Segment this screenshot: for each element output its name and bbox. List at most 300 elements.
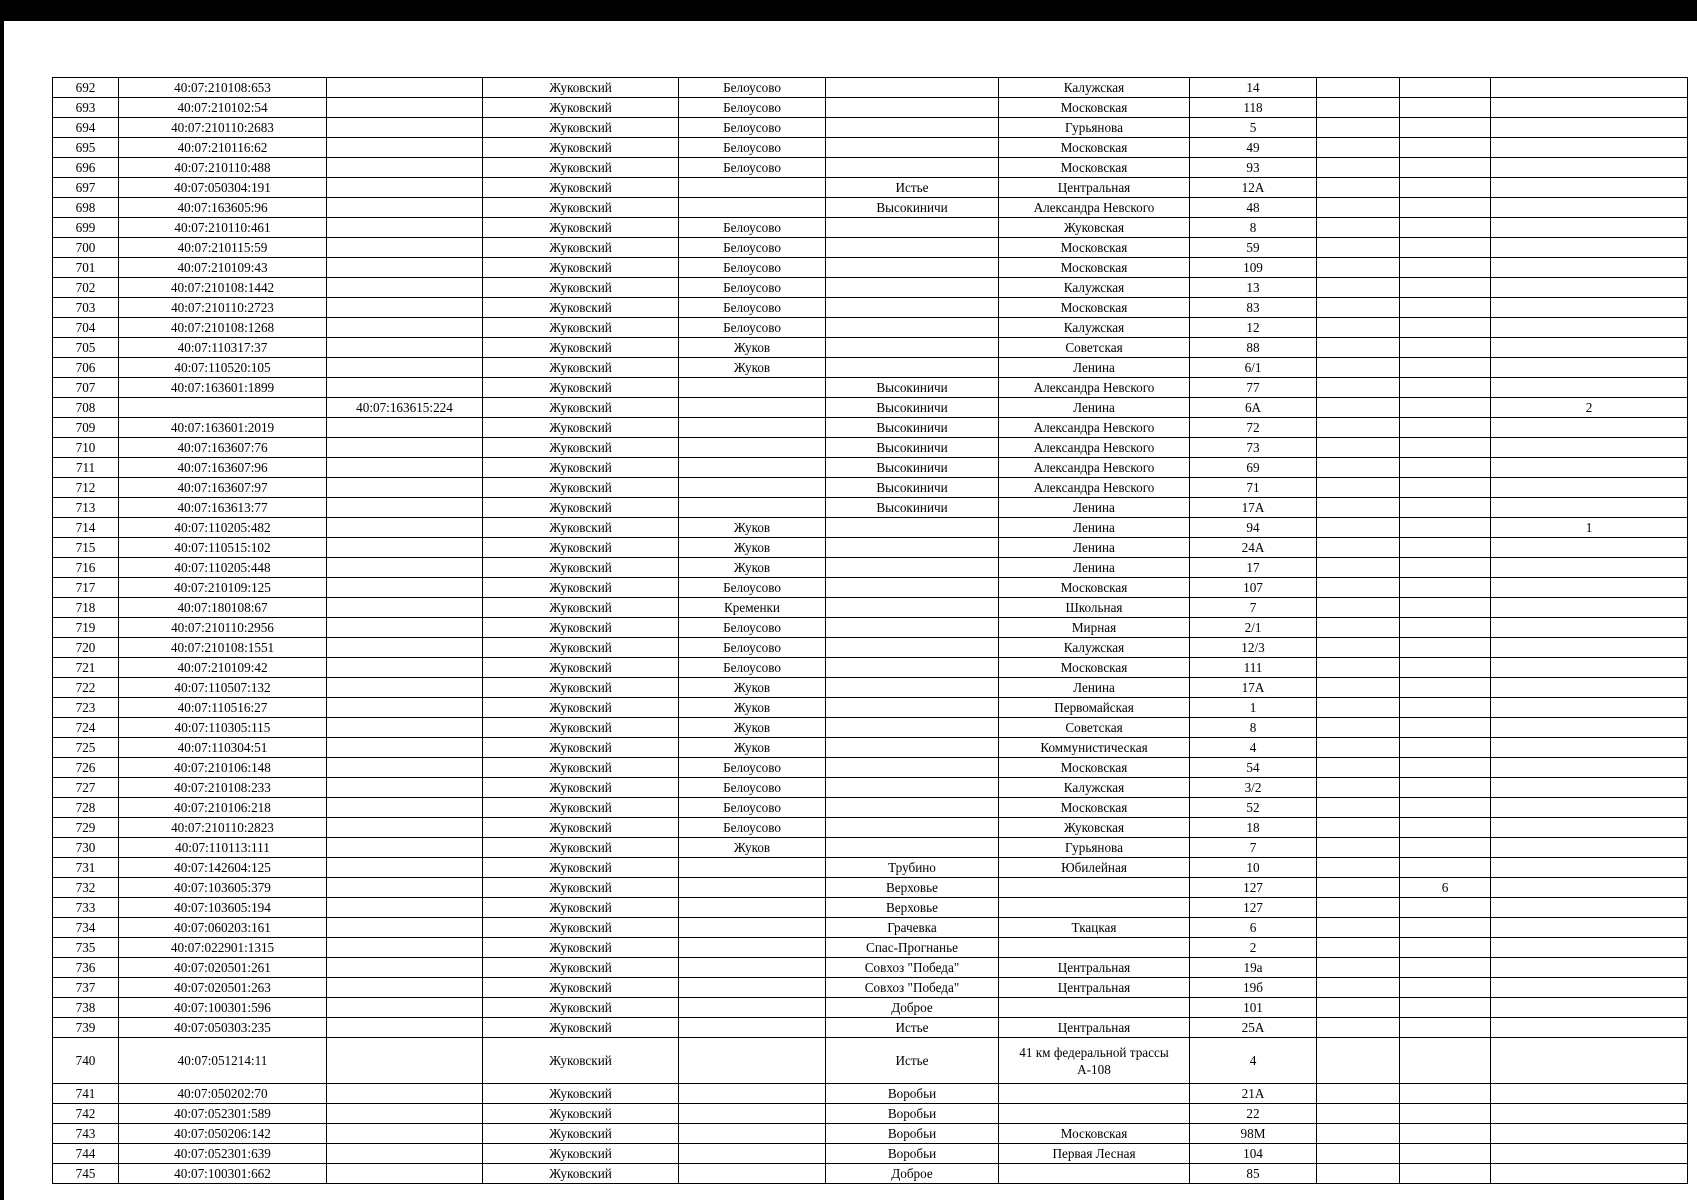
cell-settlement <box>826 98 999 118</box>
cell-row-number: 726 <box>53 758 119 778</box>
cell-settlement <box>826 758 999 778</box>
table-row <box>53 298 1688 318</box>
cell-row-number: 731 <box>53 858 119 878</box>
cell-street: Центральная <box>999 978 1190 998</box>
cell-row-number: 711 <box>53 458 119 478</box>
cell-town: Жуков <box>679 838 826 858</box>
cell-extra-col-2 <box>1400 798 1491 818</box>
table-row <box>53 658 1688 678</box>
cell-extra-col-2 <box>1400 518 1491 538</box>
cell-district: Жуковский <box>483 1084 679 1104</box>
cell-extra-col-3 <box>1491 978 1688 998</box>
cell-cadastral-number: 40:07:052301:589 <box>119 1104 327 1124</box>
cell-street: Московская <box>999 98 1190 118</box>
cell-house-number: 18 <box>1190 818 1317 838</box>
cell-extra-col-1 <box>1317 998 1400 1018</box>
cell-extra-col-2 <box>1400 238 1491 258</box>
cell-town <box>679 938 826 958</box>
table-row <box>53 78 1688 98</box>
cell-extra-col-2 <box>1400 698 1491 718</box>
cell-settlement <box>826 658 999 678</box>
cell-settlement: Грачевка <box>826 918 999 938</box>
cell-extra-col-2 <box>1400 918 1491 938</box>
cell-settlement: Верховье <box>826 898 999 918</box>
cell-row-number: 699 <box>53 218 119 238</box>
table-row <box>53 738 1688 758</box>
cell-extra-col-1 <box>1317 458 1400 478</box>
cell-row-number: 739 <box>53 1018 119 1038</box>
cell-extra-col-3 <box>1491 818 1688 838</box>
cell-settlement <box>826 818 999 838</box>
cell-extra-col-1 <box>1317 538 1400 558</box>
cell-cadastral-number-alt <box>327 758 483 778</box>
cell-district: Жуковский <box>483 1124 679 1144</box>
cell-extra-col-3 <box>1491 698 1688 718</box>
cell-extra-col-3 <box>1491 538 1688 558</box>
cell-cadastral-number-alt <box>327 498 483 518</box>
cell-cadastral-number: 40:07:100301:596 <box>119 998 327 1018</box>
cell-cadastral-number-alt <box>327 338 483 358</box>
cell-house-number: 6А <box>1190 398 1317 418</box>
cell-street: Гурьянова <box>999 838 1190 858</box>
cell-cadastral-number: 40:07:210109:125 <box>119 578 327 598</box>
table-row <box>53 478 1688 498</box>
cell-cadastral-number-alt <box>327 258 483 278</box>
cell-settlement <box>826 118 999 138</box>
cell-extra-col-3 <box>1491 858 1688 878</box>
cell-extra-col-1 <box>1317 918 1400 938</box>
cell-house-number: 85 <box>1190 1164 1317 1184</box>
cell-cadastral-number-alt <box>327 598 483 618</box>
cell-extra-col-3 <box>1491 158 1688 178</box>
cell-street: Школьная <box>999 598 1190 618</box>
cell-settlement: Высокиничи <box>826 458 999 478</box>
cell-row-number: 728 <box>53 798 119 818</box>
cell-district: Жуковский <box>483 1164 679 1184</box>
cell-cadastral-number: 40:07:210106:148 <box>119 758 327 778</box>
cell-settlement <box>826 298 999 318</box>
cell-settlement <box>826 538 999 558</box>
cell-row-number: 736 <box>53 958 119 978</box>
cell-town <box>679 438 826 458</box>
cell-district: Жуковский <box>483 998 679 1018</box>
cell-extra-col-2 <box>1400 618 1491 638</box>
cell-district: Жуковский <box>483 158 679 178</box>
cell-house-number: 54 <box>1190 758 1317 778</box>
cell-extra-col-1 <box>1317 578 1400 598</box>
cell-town: Белоусово <box>679 318 826 338</box>
cell-extra-col-1 <box>1317 238 1400 258</box>
cell-extra-col-3 <box>1491 798 1688 818</box>
cell-town <box>679 498 826 518</box>
cell-extra-col-2 <box>1400 778 1491 798</box>
cell-row-number: 700 <box>53 238 119 258</box>
cell-extra-col-3 <box>1491 118 1688 138</box>
cell-cadastral-number: 40:07:051214:11 <box>119 1038 327 1084</box>
cell-house-number: 8 <box>1190 718 1317 738</box>
cell-settlement <box>826 218 999 238</box>
cell-house-number: 127 <box>1190 878 1317 898</box>
table-row <box>53 598 1688 618</box>
cell-town <box>679 898 826 918</box>
cell-extra-col-3 <box>1491 598 1688 618</box>
cell-extra-col-3 <box>1491 658 1688 678</box>
cell-extra-col-1 <box>1317 498 1400 518</box>
cell-cadastral-number-alt <box>327 1164 483 1184</box>
cell-extra-col-2 <box>1400 358 1491 378</box>
cell-district: Жуковский <box>483 778 679 798</box>
table-row <box>53 918 1688 938</box>
cell-settlement: Верховье <box>826 878 999 898</box>
cell-settlement <box>826 358 999 378</box>
cell-house-number: 72 <box>1190 418 1317 438</box>
cell-extra-col-2 <box>1400 438 1491 458</box>
cell-extra-col-2 <box>1400 98 1491 118</box>
cell-extra-col-2 <box>1400 478 1491 498</box>
cell-row-number: 706 <box>53 358 119 378</box>
cell-house-number: 2 <box>1190 938 1317 958</box>
cell-extra-col-1 <box>1317 818 1400 838</box>
cell-street: Ленина <box>999 538 1190 558</box>
cell-cadastral-number: 40:07:142604:125 <box>119 858 327 878</box>
cell-district: Жуковский <box>483 1018 679 1038</box>
cell-house-number: 111 <box>1190 658 1317 678</box>
cell-extra-col-3 <box>1491 78 1688 98</box>
table-row <box>53 1144 1688 1164</box>
cell-cadastral-number-alt <box>327 618 483 638</box>
cell-house-number: 12/3 <box>1190 638 1317 658</box>
cell-street: Первая Лесная <box>999 1144 1190 1164</box>
cell-street: Московская <box>999 158 1190 178</box>
cell-extra-col-2 <box>1400 718 1491 738</box>
table-row <box>53 398 1688 418</box>
cell-row-number: 702 <box>53 278 119 298</box>
cell-house-number: 12 <box>1190 318 1317 338</box>
cell-district: Жуковский <box>483 1038 679 1084</box>
cell-town: Жуков <box>679 338 826 358</box>
cell-cadastral-number: 40:07:163607:76 <box>119 438 327 458</box>
cell-house-number: 127 <box>1190 898 1317 918</box>
cell-street: Калужская <box>999 78 1190 98</box>
cell-town: Жуков <box>679 698 826 718</box>
cell-district: Жуковский <box>483 318 679 338</box>
cell-town <box>679 918 826 938</box>
cell-town <box>679 178 826 198</box>
cell-street: Гурьянова <box>999 118 1190 138</box>
cell-house-number: 93 <box>1190 158 1317 178</box>
cell-extra-col-3 <box>1491 718 1688 738</box>
cell-house-number: 7 <box>1190 598 1317 618</box>
cell-extra-col-3 <box>1491 878 1688 898</box>
cell-row-number: 732 <box>53 878 119 898</box>
cell-cadastral-number: 40:07:210110:2683 <box>119 118 327 138</box>
cell-extra-col-2 <box>1400 1038 1491 1084</box>
cell-cadastral-number-alt <box>327 458 483 478</box>
cell-extra-col-1 <box>1317 938 1400 958</box>
cell-cadastral-number-alt <box>327 978 483 998</box>
cell-town <box>679 1164 826 1184</box>
cell-cadastral-number-alt <box>327 178 483 198</box>
cell-row-number: 740 <box>53 1038 119 1084</box>
cell-extra-col-3 <box>1491 298 1688 318</box>
cell-street: Мирная <box>999 618 1190 638</box>
cell-extra-col-2 <box>1400 838 1491 858</box>
cell-extra-col-3 <box>1491 138 1688 158</box>
cell-town <box>679 418 826 438</box>
cell-house-number: 98М <box>1190 1124 1317 1144</box>
cell-cadastral-number-alt <box>327 958 483 978</box>
cell-cadastral-number: 40:07:210109:43 <box>119 258 327 278</box>
cell-row-number: 724 <box>53 718 119 738</box>
cell-extra-col-3 <box>1491 1104 1688 1124</box>
cell-row-number: 737 <box>53 978 119 998</box>
cell-settlement <box>826 578 999 598</box>
left-black-border <box>0 21 4 1200</box>
cell-settlement <box>826 258 999 278</box>
cell-row-number: 744 <box>53 1144 119 1164</box>
cell-cadastral-number-alt <box>327 718 483 738</box>
cell-extra-col-2 <box>1400 1164 1491 1184</box>
cell-cadastral-number: 40:07:050202:70 <box>119 1084 327 1104</box>
cell-cadastral-number-alt <box>327 858 483 878</box>
cell-extra-col-3 <box>1491 918 1688 938</box>
cell-extra-col-3 <box>1491 338 1688 358</box>
cell-town: Белоусово <box>679 78 826 98</box>
cell-row-number: 697 <box>53 178 119 198</box>
cell-house-number: 6 <box>1190 918 1317 938</box>
cell-street: Центральная <box>999 958 1190 978</box>
cell-cadastral-number: 40:07:110507:132 <box>119 678 327 698</box>
cell-settlement: Трубино <box>826 858 999 878</box>
cell-extra-col-1 <box>1317 1084 1400 1104</box>
cell-town: Жуков <box>679 538 826 558</box>
cell-extra-col-2 <box>1400 378 1491 398</box>
cell-house-number: 101 <box>1190 998 1317 1018</box>
cell-row-number: 741 <box>53 1084 119 1104</box>
cell-settlement: Истье <box>826 1018 999 1038</box>
cell-settlement <box>826 718 999 738</box>
cell-extra-col-3 <box>1491 98 1688 118</box>
cell-extra-col-1 <box>1317 618 1400 638</box>
cell-street: Ленина <box>999 398 1190 418</box>
top-black-border <box>0 0 1697 21</box>
cell-extra-col-3 <box>1491 618 1688 638</box>
cell-street: Московская <box>999 258 1190 278</box>
cell-town: Белоусово <box>679 298 826 318</box>
cell-cadastral-number: 40:07:210116:62 <box>119 138 327 158</box>
cell-street: Ленина <box>999 498 1190 518</box>
cell-extra-col-1 <box>1317 1018 1400 1038</box>
cell-cadastral-number-alt <box>327 1144 483 1164</box>
cell-settlement <box>826 158 999 178</box>
table-row <box>53 178 1688 198</box>
cell-cadastral-number: 40:07:110317:37 <box>119 338 327 358</box>
cell-row-number: 692 <box>53 78 119 98</box>
cell-town <box>679 1124 826 1144</box>
cell-extra-col-2 <box>1400 818 1491 838</box>
cell-row-number: 713 <box>53 498 119 518</box>
cell-cadastral-number-alt <box>327 298 483 318</box>
cell-cadastral-number: 40:07:210108:1268 <box>119 318 327 338</box>
cell-settlement <box>826 78 999 98</box>
cell-extra-col-3 <box>1491 778 1688 798</box>
cell-street <box>999 1084 1190 1104</box>
cell-settlement: Спас-Прогнанье <box>826 938 999 958</box>
cell-extra-col-3 <box>1491 838 1688 858</box>
cell-street: Ленина <box>999 558 1190 578</box>
table-row <box>53 98 1688 118</box>
cell-row-number: 735 <box>53 938 119 958</box>
cell-district: Жуковский <box>483 238 679 258</box>
cell-extra-col-1 <box>1317 98 1400 118</box>
cell-extra-col-2 <box>1400 598 1491 618</box>
cell-district: Жуковский <box>483 578 679 598</box>
cell-district: Жуковский <box>483 798 679 818</box>
cell-row-number: 707 <box>53 378 119 398</box>
cell-cadastral-number-alt <box>327 438 483 458</box>
cell-extra-col-3 <box>1491 558 1688 578</box>
cell-extra-col-2 <box>1400 758 1491 778</box>
cell-district: Жуковский <box>483 938 679 958</box>
cell-cadastral-number: 40:07:110205:482 <box>119 518 327 538</box>
cell-house-number: 3/2 <box>1190 778 1317 798</box>
cell-settlement <box>826 698 999 718</box>
cell-cadastral-number: 40:07:210102:54 <box>119 98 327 118</box>
table-row <box>53 438 1688 458</box>
cell-settlement: Высокиничи <box>826 398 999 418</box>
cell-street <box>999 938 1190 958</box>
cell-street <box>999 878 1190 898</box>
cell-extra-col-2 <box>1400 538 1491 558</box>
cell-extra-col-3 <box>1491 198 1688 218</box>
cell-extra-col-3 <box>1491 678 1688 698</box>
cell-district: Жуковский <box>483 638 679 658</box>
cell-extra-col-2 <box>1400 678 1491 698</box>
cell-town: Жуков <box>679 358 826 378</box>
cell-row-number: 714 <box>53 518 119 538</box>
cell-cadastral-number-alt <box>327 558 483 578</box>
cell-extra-col-1 <box>1317 1164 1400 1184</box>
cell-district: Жуковский <box>483 298 679 318</box>
cell-extra-col-2 <box>1400 218 1491 238</box>
table-row <box>53 1084 1688 1104</box>
cell-extra-col-1 <box>1317 318 1400 338</box>
cell-cadastral-number-alt <box>327 938 483 958</box>
cell-extra-col-2 <box>1400 458 1491 478</box>
table-row <box>53 1038 1688 1084</box>
cadastral-records-table <box>52 77 1688 1184</box>
cell-cadastral-number-alt <box>327 538 483 558</box>
cell-street: Московская <box>999 798 1190 818</box>
cell-cadastral-number-alt <box>327 158 483 178</box>
cell-extra-col-2 <box>1400 198 1491 218</box>
cell-row-number: 718 <box>53 598 119 618</box>
cell-extra-col-1 <box>1317 338 1400 358</box>
cell-district: Жуковский <box>483 598 679 618</box>
cell-cadastral-number: 40:07:050303:235 <box>119 1018 327 1038</box>
cell-cadastral-number-alt <box>327 118 483 138</box>
cell-extra-col-1 <box>1317 78 1400 98</box>
cell-settlement: Воробьи <box>826 1084 999 1104</box>
cell-district: Жуковский <box>483 818 679 838</box>
cell-town: Белоусово <box>679 238 826 258</box>
cell-house-number: 59 <box>1190 238 1317 258</box>
cell-street: 41 км федеральной трассы А-108 <box>999 1038 1190 1084</box>
cell-settlement: Истье <box>826 178 999 198</box>
cell-house-number: 4 <box>1190 1038 1317 1084</box>
cell-extra-col-1 <box>1317 798 1400 818</box>
cell-district: Жуковский <box>483 658 679 678</box>
cell-town: Белоусово <box>679 98 826 118</box>
cell-extra-col-2: 6 <box>1400 878 1491 898</box>
cell-extra-col-1 <box>1317 138 1400 158</box>
cell-extra-col-1 <box>1317 558 1400 578</box>
cell-cadastral-number-alt <box>327 818 483 838</box>
cell-town: Жуков <box>679 678 826 698</box>
cell-settlement: Высокиничи <box>826 418 999 438</box>
cell-extra-col-2 <box>1400 278 1491 298</box>
table-row <box>53 498 1688 518</box>
cell-cadastral-number: 40:07:110305:115 <box>119 718 327 738</box>
cell-house-number: 2/1 <box>1190 618 1317 638</box>
cell-cadastral-number: 40:07:210106:218 <box>119 798 327 818</box>
cell-extra-col-2 <box>1400 1084 1491 1104</box>
cell-extra-col-1 <box>1317 658 1400 678</box>
cell-cadastral-number-alt <box>327 578 483 598</box>
cell-district: Жуковский <box>483 338 679 358</box>
cell-street: Московская <box>999 1124 1190 1144</box>
cell-extra-col-3 <box>1491 438 1688 458</box>
cell-district: Жуковский <box>483 378 679 398</box>
cell-town <box>679 378 826 398</box>
cell-street: Московская <box>999 658 1190 678</box>
cell-row-number: 696 <box>53 158 119 178</box>
cell-settlement: Высокиничи <box>826 478 999 498</box>
cell-street: Александра Невского <box>999 478 1190 498</box>
cell-house-number: 5 <box>1190 118 1317 138</box>
cell-extra-col-3 <box>1491 238 1688 258</box>
cell-extra-col-2 <box>1400 1104 1491 1124</box>
cell-cadastral-number: 40:07:210108:1551 <box>119 638 327 658</box>
cell-street: Московская <box>999 758 1190 778</box>
cell-extra-col-1 <box>1317 1124 1400 1144</box>
cell-row-number: 698 <box>53 198 119 218</box>
table-row <box>53 158 1688 178</box>
cell-extra-col-2 <box>1400 138 1491 158</box>
cell-town <box>679 858 826 878</box>
cell-extra-col-1 <box>1317 958 1400 978</box>
cell-cadastral-number-alt <box>327 738 483 758</box>
cell-town: Белоусово <box>679 618 826 638</box>
cell-cadastral-number-alt <box>327 78 483 98</box>
cell-extra-col-3 <box>1491 358 1688 378</box>
cell-extra-col-1 <box>1317 178 1400 198</box>
cell-extra-col-1 <box>1317 258 1400 278</box>
cell-extra-col-1 <box>1317 738 1400 758</box>
cell-street: Александра Невского <box>999 438 1190 458</box>
cell-district: Жуковский <box>483 838 679 858</box>
cell-cadastral-number <box>119 398 327 418</box>
cell-house-number: 71 <box>1190 478 1317 498</box>
cell-street <box>999 1164 1190 1184</box>
cell-town <box>679 1018 826 1038</box>
cell-cadastral-number: 40:07:210110:2956 <box>119 618 327 638</box>
cell-extra-col-2 <box>1400 298 1491 318</box>
cell-cadastral-number-alt <box>327 1018 483 1038</box>
cell-town: Белоусово <box>679 218 826 238</box>
cell-row-number: 694 <box>53 118 119 138</box>
cell-district: Жуковский <box>483 538 679 558</box>
